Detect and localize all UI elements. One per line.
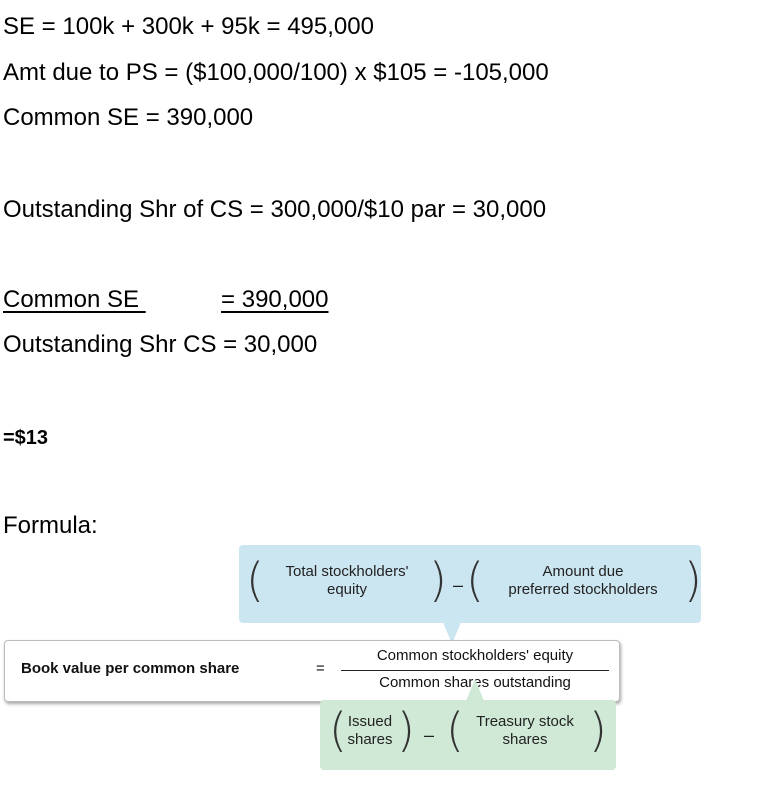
amount-due-line1: Amount due bbox=[542, 563, 624, 580]
amount-due-preferred-term bbox=[479, 563, 687, 599]
fraction-bar bbox=[341, 670, 609, 671]
close-paren: ) bbox=[429, 553, 447, 607]
amount-due-ps-line: Amt due to PS = ($100,000/100) x $105 = -105,000 bbox=[3, 59, 549, 86]
total-equity-term bbox=[262, 563, 432, 599]
fraction-denominator-line: Outstanding Shr CS = 30,000 bbox=[3, 331, 318, 358]
common-se-line: Common SE = 390,000 bbox=[3, 104, 254, 131]
result-value: =$13 bbox=[3, 427, 49, 449]
formula-numerator: Common stockholders' equity bbox=[376, 647, 574, 664]
close-paren: ) bbox=[589, 703, 607, 757]
shares-callout-pointer bbox=[466, 679, 484, 701]
issued-line2: shares bbox=[347, 731, 393, 748]
issued-line1: Issued bbox=[347, 713, 393, 730]
fraction-numerator-line bbox=[3, 285, 328, 315]
issued-shares-term bbox=[341, 713, 399, 749]
numerator-value: = 390,000 bbox=[221, 286, 329, 313]
treasury-line1: Treasury stock bbox=[476, 713, 574, 730]
amount-due-line2: preferred stockholders bbox=[508, 581, 658, 598]
total-equity-line2: equity bbox=[326, 581, 368, 598]
treasury-line2: shares bbox=[502, 731, 548, 748]
outstanding-shares-line: Outstanding Shr of CS = 300,000/$10 par = 30,000 bbox=[3, 196, 547, 223]
open-paren: ( bbox=[446, 703, 464, 757]
numerator-label: Common SE bbox=[3, 286, 140, 313]
open-paren: ( bbox=[466, 553, 484, 607]
formula-label: Book value per common share bbox=[21, 660, 240, 677]
formula-equals: = bbox=[316, 660, 325, 677]
minus-sign: – bbox=[453, 575, 464, 595]
minus-sign: – bbox=[424, 725, 435, 745]
close-paren: ) bbox=[397, 703, 415, 757]
treasury-stock-term bbox=[459, 713, 591, 749]
book-value-formula-diagram bbox=[0, 545, 759, 805]
open-paren: ( bbox=[246, 553, 264, 607]
se-total-line: SE = 100k + 300k + 95k = 495,000 bbox=[3, 13, 374, 40]
formula-heading: Formula: bbox=[3, 512, 98, 539]
formula-denominator: Common shares outstanding bbox=[379, 674, 571, 691]
close-paren: ) bbox=[684, 553, 702, 607]
numerator-gap bbox=[139, 285, 221, 315]
formula-box bbox=[4, 640, 620, 702]
total-equity-line1: Total stockholders' bbox=[285, 563, 409, 580]
open-paren: ( bbox=[329, 703, 347, 757]
